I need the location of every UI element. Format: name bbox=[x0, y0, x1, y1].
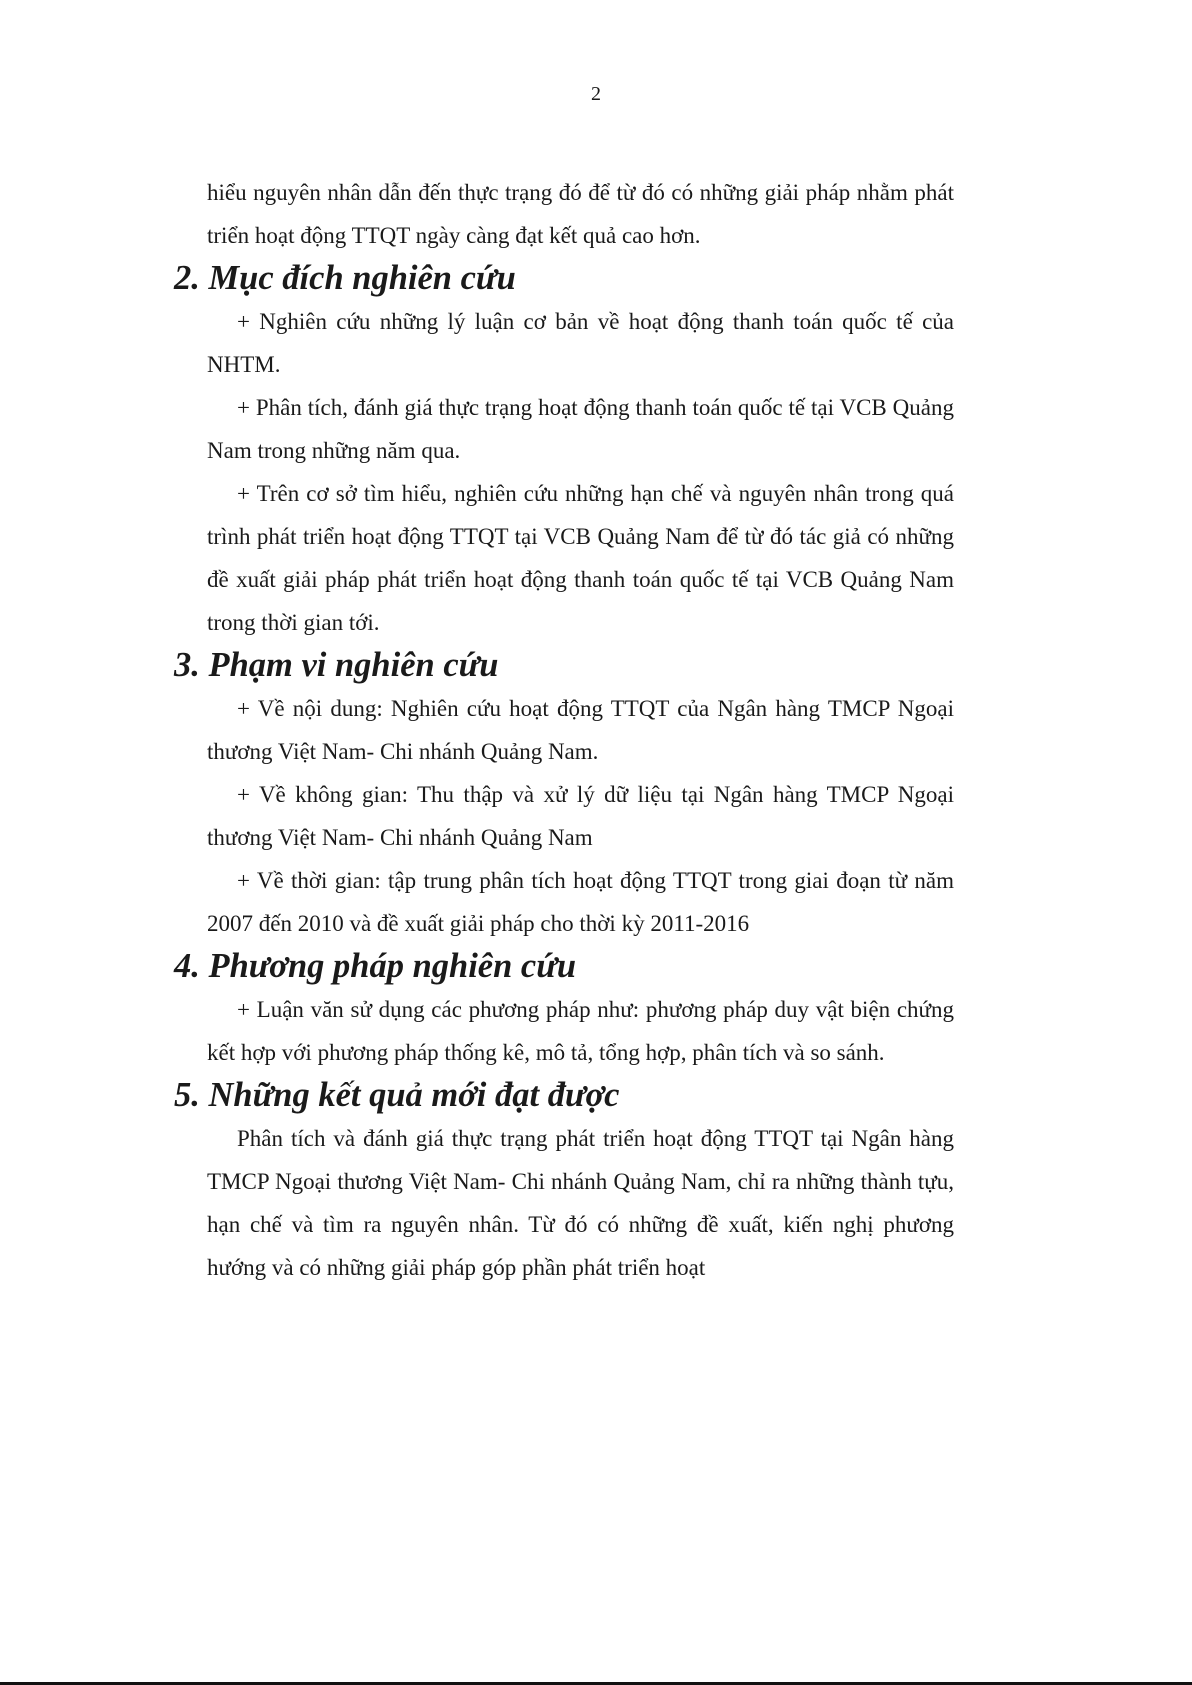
section-heading-new-results: 5. Những kết quả mới đạt được bbox=[174, 1076, 620, 1114]
section-heading-research-methods: 4. Phương pháp nghiên cứu bbox=[174, 947, 577, 985]
paragraph-scope-time: + Về thời gian: tập trung phân tích hoạt động TTQT trong giai đoạn từ năm 2007 đến 2010 và đề xuất giải pháp cho thời kỳ 2011-2016 bbox=[207, 868, 954, 936]
paragraph-intro-continuation: hiểu nguyên nhân dẫn đến thực trạng đó để từ đó có những giải pháp nhằm phát triển hoạt động TTQT ngày càng đạt kết quả cao hơn. bbox=[207, 180, 954, 248]
paragraph-new-results: Phân tích và đánh giá thực trạng phát triển hoạt động TTQT tại Ngân hàng TMCP Ngoại thương Việt Nam- Chi nhánh Quảng Nam, chỉ ra những thành tựu, hạn chế và tìm ra nguyên nhân. Từ đó có những đề xuất, kiến nghị phương hướng và có những giải pháp góp phần phát triển hoạt bbox=[207, 1126, 954, 1280]
page-number: 2 bbox=[591, 83, 601, 105]
paragraph-scope-content: + Về nội dung: Nghiên cứu hoạt động TTQT của Ngân hàng TMCP Ngoại thương Việt Nam- Chi nhánh Quảng Nam. bbox=[207, 696, 954, 764]
paragraph-methods: + Luận văn sử dụng các phương pháp như: phương pháp duy vật biện chứng kết hợp với phương pháp thống kê, mô tả, tổng hợp, phân tích và so sánh. bbox=[207, 997, 954, 1065]
paragraph-scope-space: + Về không gian: Thu thập và xử lý dữ liệu tại Ngân hàng TMCP Ngoại thương Việt Nam- Chi nhánh Quảng Nam bbox=[207, 782, 954, 850]
section-heading-research-purpose: 2. Mục đích nghiên cứu bbox=[174, 259, 516, 297]
section-heading-research-scope: 3. Phạm vi nghiên cứu bbox=[174, 646, 499, 684]
document-body bbox=[174, 171, 954, 1289]
paragraph-purpose-analysis: + Phân tích, đánh giá thực trạng hoạt động thanh toán quốc tế tại VCB Quảng Nam trong những năm qua. bbox=[207, 395, 954, 463]
paragraph-purpose-solutions: + Trên cơ sở tìm hiểu, nghiên cứu những hạn chế và nguyên nhân trong quá trình phát triển hoạt động TTQT tại VCB Quảng Nam để từ đó tác giả có những đề xuất giải pháp phát triển hoạt động thanh toán quốc tế tại VCB Quảng Nam trong thời gian tới. bbox=[207, 481, 954, 635]
paragraph-purpose-theory: + Nghiên cứu những lý luận cơ bản về hoạt động thanh toán quốc tế của NHTM. bbox=[207, 309, 954, 377]
